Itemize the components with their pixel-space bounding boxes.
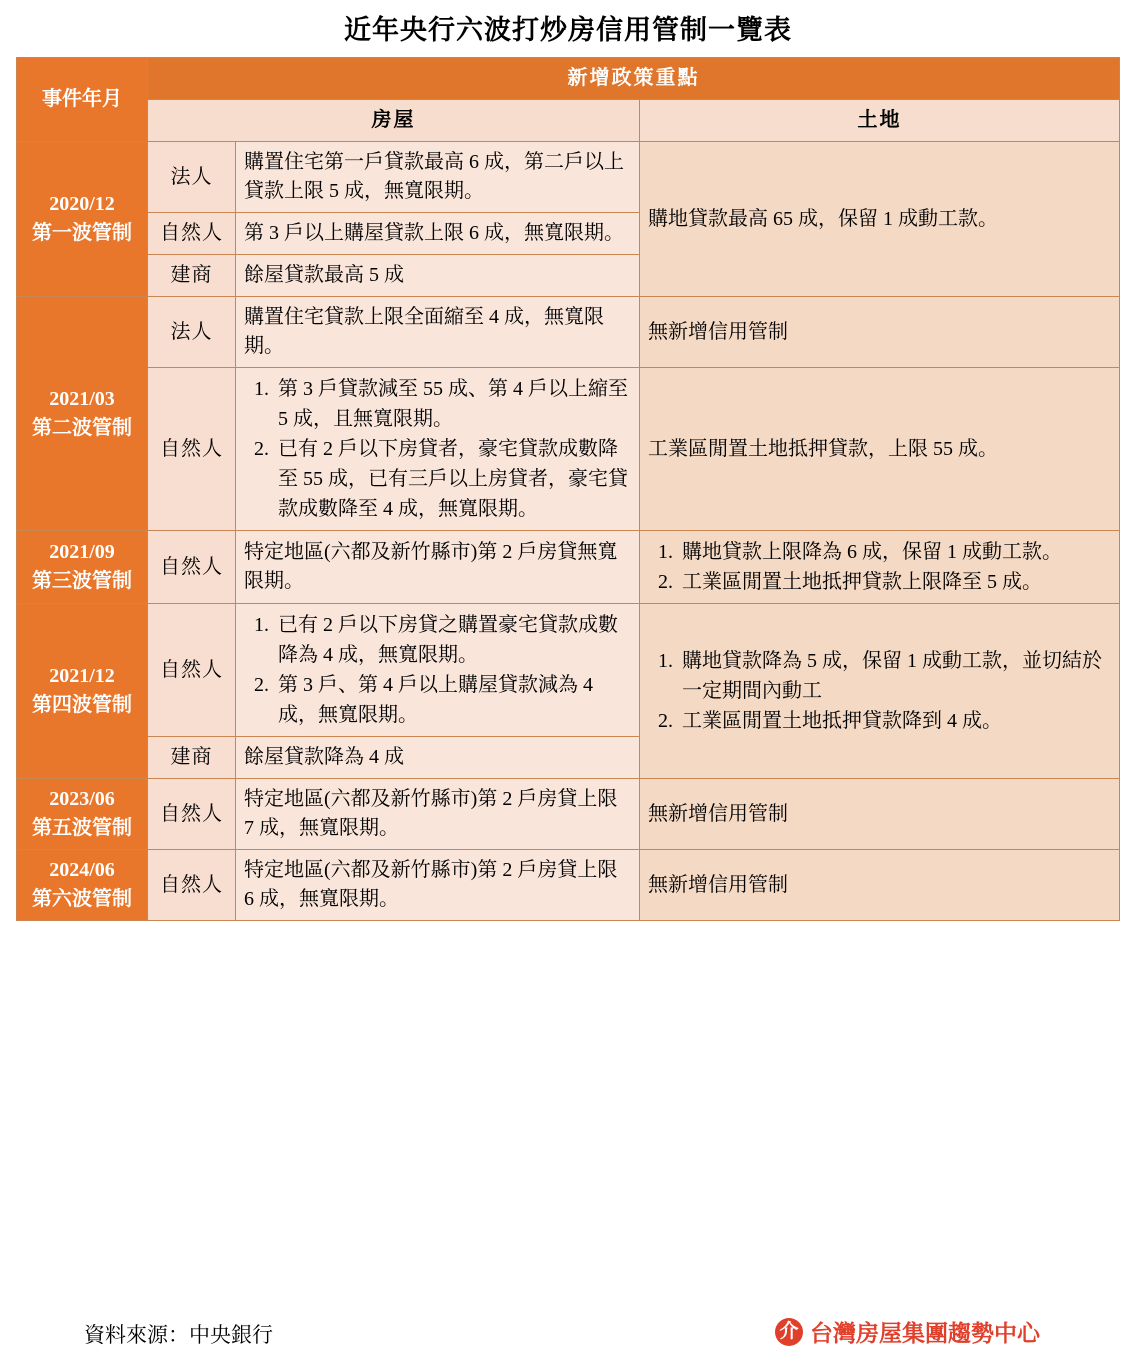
table-header-row-1 [17, 58, 1120, 100]
borrower-type: 自然人 [148, 213, 236, 255]
table-row [17, 779, 1120, 850]
date-year: 2021/09 [49, 541, 115, 563]
date-year: 2021/03 [49, 387, 115, 410]
list-item: 1. 已有 2 戶以下房貸之購置豪宅貸款成數降為 4 成，無寬限期。 [274, 610, 631, 670]
land-policy-list [640, 604, 1120, 779]
credit-control-table [16, 57, 1120, 921]
table-row [17, 368, 1120, 531]
list-item: 1. 第 3 戶貸款減至 55 成、第 4 戶以上縮至 5 成，且無寬限期。 [274, 374, 631, 434]
table-row [17, 604, 1120, 737]
borrower-type: 自然人 [148, 368, 236, 531]
house-policy: 第 3 戶以上購屋貸款上限 6 成，無寬限期。 [236, 213, 640, 255]
list-item: 2. 工業區閒置土地抵押貸款上限降至 5 成。 [678, 567, 1111, 597]
date-year: 2020/12 [49, 193, 115, 215]
date-cell-wave5 [17, 779, 148, 850]
list-item: 1. 購地貸款上限降為 6 成，保留 1 成動工款。 [678, 537, 1111, 567]
borrower-type: 建商 [148, 255, 236, 297]
footer [0, 1313, 1136, 1355]
list-item: 2. 工業區閒置土地抵押貸款降到 4 成。 [678, 706, 1111, 736]
date-cell-wave2 [17, 297, 148, 531]
header-house: 房屋 [148, 100, 640, 142]
borrower-type: 自然人 [148, 531, 236, 604]
borrower-type: 自然人 [148, 850, 236, 921]
date-wave: 第二波管制 [32, 416, 132, 439]
list-item: 2. 第 3 戶、第 4 戶以上購屋貸款減為 4 成，無寬限期。 [274, 670, 631, 730]
date-wave: 第三波管制 [32, 570, 132, 592]
table-row [17, 297, 1120, 368]
land-policy: 購地貸款最高 65 成，保留 1 成動工款。 [640, 142, 1120, 297]
house-policy: 特定地區(六都及新竹縣市)第 2 戶房貸無寬限期。 [236, 531, 640, 604]
borrower-type: 法人 [148, 297, 236, 368]
house-policy: 餘屋貸款降為 4 成 [236, 737, 640, 779]
date-cell-wave3 [17, 531, 148, 604]
land-policy: 無新增信用管制 [640, 297, 1120, 368]
date-year: 2023/06 [49, 788, 115, 810]
house-policy-list [236, 368, 640, 531]
borrower-type: 自然人 [148, 779, 236, 850]
borrower-type: 建商 [148, 737, 236, 779]
house-policy: 特定地區(六都及新竹縣市)第 2 戶房貸上限 7 成，無寬限期。 [236, 779, 640, 850]
list-item: 1. 購地貸款降為 5 成，保留 1 成動工款，並切結於一定期間內動工 [678, 646, 1111, 706]
house-policy: 餘屋貸款最高 5 成 [236, 255, 640, 297]
date-wave: 第六波管制 [32, 888, 132, 910]
source-note: 資料來源：中央銀行 [84, 1323, 273, 1347]
header-land: 土地 [640, 100, 1120, 142]
land-policy: 工業區閒置土地抵押貸款，上限 55 成。 [640, 368, 1120, 531]
house-policy-list [236, 604, 640, 737]
date-wave: 第四波管制 [32, 694, 132, 716]
list-item: 2. 已有 2 戶以下房貸者，豪宅貸款成數降至 55 成，已有三戶以上房貸者，豪宅貸款成數降至 4 成，無寬限期。 [274, 434, 631, 524]
table-row [17, 142, 1120, 213]
brand-mark-icon: 介 [775, 1318, 803, 1346]
house-policy: 購置住宅貸款上限全面縮至 4 成，無寬限期。 [236, 297, 640, 368]
table-header-row-2 [17, 100, 1120, 142]
date-year: 2021/12 [49, 665, 115, 687]
borrower-type: 自然人 [148, 604, 236, 737]
table-row [17, 850, 1120, 921]
header-policy-main: 新增政策重點 [148, 58, 1120, 100]
land-policy: 無新增信用管制 [640, 850, 1120, 921]
table-row [17, 531, 1120, 604]
date-cell-wave1 [17, 142, 148, 297]
house-policy: 特定地區(六都及新竹縣市)第 2 戶房貸上限 6 成，無寬限期。 [236, 850, 640, 921]
date-cell-wave6 [17, 850, 148, 921]
brand-logo [775, 1315, 1040, 1348]
land-policy-list [640, 531, 1120, 604]
brand-name: 台灣房屋集團趨勢中心 [810, 1321, 1040, 1346]
date-wave: 第一波管制 [32, 222, 132, 244]
date-year: 2024/06 [49, 859, 115, 881]
date-wave: 第五波管制 [32, 817, 132, 839]
land-policy: 無新增信用管制 [640, 779, 1120, 850]
borrower-type: 法人 [148, 142, 236, 213]
house-policy: 購置住宅第一戶貸款最高 6 成，第二戶以上貸款上限 5 成，無寬限期。 [236, 142, 640, 213]
header-event-date: 事件年月 [17, 58, 148, 142]
page-title: 近年央行六波打炒房信用管制一覽表 [344, 15, 792, 45]
date-cell-wave4 [17, 604, 148, 779]
